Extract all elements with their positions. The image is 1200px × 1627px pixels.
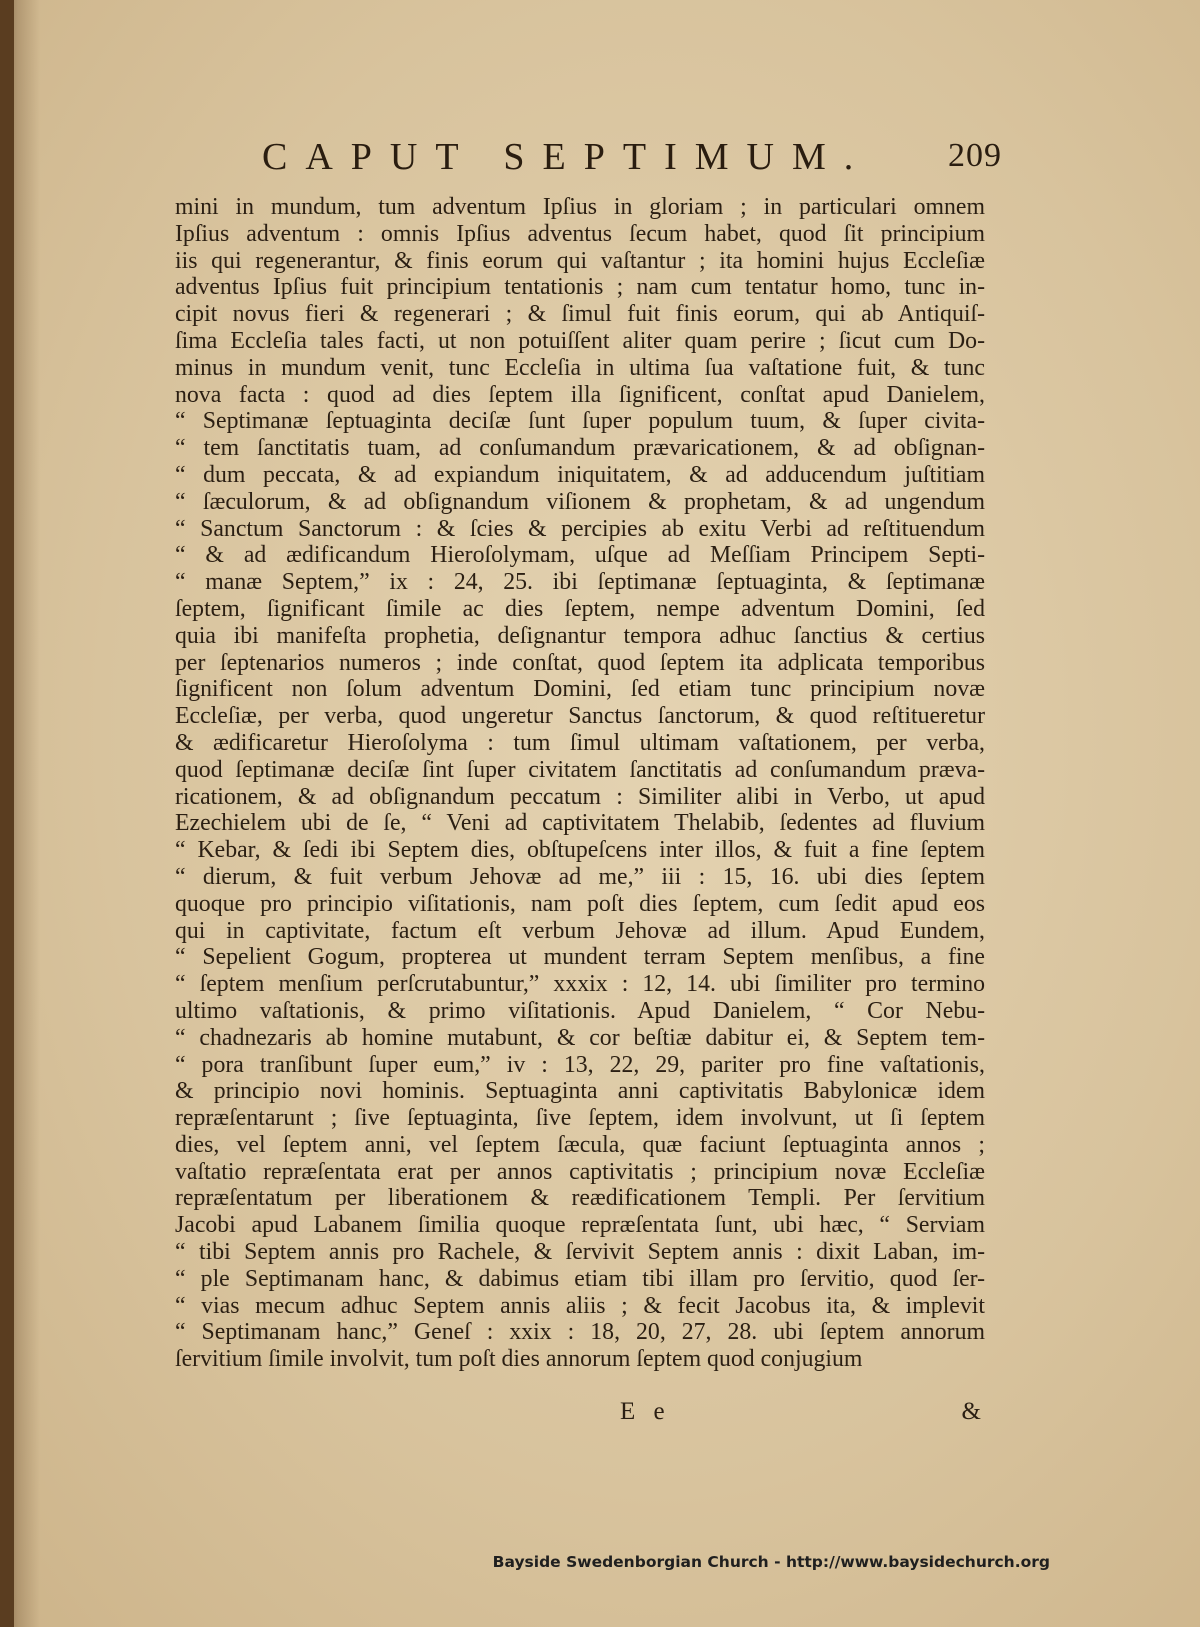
text-line: quod ſeptimanæ deciſæ ſint ſuper civitatem ſanctitatis ad conſumandum præva- (175, 756, 985, 783)
text-line: ſima Eccleſia tales facti, ut non potuiſſent aliter quam perire ; ſicut cum Do- (175, 327, 985, 354)
text-line: Jacobi apud Labanem ſimilia quoque repræſentata ſunt, ubi hæc, “ Serviam (175, 1212, 985, 1239)
text-line: ricationem, & ad obſignandum peccatum : Similiter alibi in Verbo, ut apud (175, 783, 985, 810)
text-line: Ipſius adventum : omnis Ipſius adventus ſecum habet, quod ſit principium (175, 220, 985, 247)
text-line: “ ſæculorum, & ad obſignandum viſionem & prophetam, & ad ungendum (175, 488, 985, 515)
book-spine (0, 0, 14, 1627)
text-line: repræſentatum per liberationem & reædificationem Templi. Per ſervitium (175, 1185, 985, 1212)
catchword: & (961, 1398, 981, 1425)
text-line: “ tibi Septem annis pro Rachele, & ſervivit Septem annis : dixit Laban, im- (175, 1239, 985, 1266)
text-line: “ Kebar, & ſedi ibi Septem dies, obſtupeſcens inter illos, & fuit a fine ſeptem (175, 837, 985, 864)
text-line: “ ſeptem menſium perſcrutabuntur,” xxxix : 12, 14. ubi ſimiliter pro termino (175, 971, 985, 998)
page-header (262, 135, 1002, 185)
page-footer (175, 1398, 985, 1428)
text-line: “ tem ſanctitatis tuam, ad conſumandum prævaricationem, & ad obſignan- (175, 435, 985, 462)
text-line: iis qui regenerantur, & finis eorum qui vaſtantur ; ita homini hujus Eccleſiæ (175, 247, 985, 274)
text-line: nova facta : quod ad dies ſeptem illa ſignificent, conſtat apud Danielem, (175, 381, 985, 408)
text-line: & ædificaretur Hieroſolyma : tum ſimul ultimam vaſtationem, per verba, (175, 729, 985, 756)
text-line: Eccleſiæ, per verba, quod ungeretur Sanctus ſanctorum, & quod reſtitueretur (175, 703, 985, 730)
text-line: ſignificent non ſolum adventum Domini, ſed etiam tunc principium novæ (175, 676, 985, 703)
text-line: “ vias mecum adhuc Septem annis aliis ; & fecit Jacobus ita, & implevit (175, 1292, 985, 1319)
text-line: “ & ad ædificandum Hieroſolymam, uſque ad Meſſiam Principem Septi- (175, 542, 985, 569)
text-line: mini in mundum, tum adventum Ipſius in gloriam ; in particulari omnem (175, 194, 985, 220)
text-line: “ Septimanam hanc,” Geneſ : xxix : 18, 20, 27, 28. ubi ſeptem annorum (175, 1319, 985, 1346)
text-line: “ ple Septimanam hanc, & dabimus etiam tibi illam pro ſervitio, quod ſer- (175, 1265, 985, 1292)
text-line: “ dierum, & fuit verbum Jehovæ ad me,” iii : 15, 16. ubi dies ſeptem (175, 863, 985, 890)
text-line: adventus Ipſius fuit principium tentationis ; nam cum tentatur homo, tunc in- (175, 274, 985, 301)
text-line: minus in mundum venit, tunc Eccleſia in ultima ſua vaſtatione fuit, & tunc (175, 354, 985, 381)
text-line: “ Sepelient Gogum, propterea ut mundent terram Septem menſibus, a fine (175, 944, 985, 971)
text-line: per ſeptenarios numeros ; inde conſtat, quod ſeptem ita adplicata temporibus (175, 649, 985, 676)
text-line: ſervitium ſimile involvit, tum poſt dies annorum ſeptem quod conjugium (175, 1346, 863, 1373)
text-line: & principio novi hominis. Septuaginta anni captivitatis Babylonicæ idem (175, 1078, 985, 1105)
text-line: “ dum peccata, & ad expiandum iniquitatem, & ad adducendum juſtitiam (175, 461, 985, 488)
text-line: “ chadnezaris ab homine mutabunt, & cor beſtiæ dabitur ei, & Septem tem- (175, 1024, 985, 1051)
text-line: cipit novus fieri & regenerari ; & ſimul fuit finis eorum, qui ab Antiquiſ- (175, 301, 985, 328)
signature-mark: E e (620, 1398, 671, 1425)
text-line: “ Sanctum Sanctorum : & ſcies & percipies ab exitu Verbi ad reſtituendum (175, 515, 985, 542)
running-title: CAPUT SEPTIMUM. (262, 136, 872, 178)
text-line: quoque pro principio viſitationis, nam poſt dies ſeptem, cum ſedit apud eos (175, 890, 985, 917)
text-line: qui in captivitate, factum eſt verbum Jehovæ ad illum. Apud Eundem, (175, 917, 985, 944)
text-line: ſeptem, ſignificant ſimile ac dies ſeptem, nempe adventum Domini, ſed (175, 595, 985, 622)
text-line: Ezechielem ubi de ſe, “ Veni ad captivitatem Thelabib, ſedentes ad fluvium (175, 810, 985, 837)
text-line: quia ibi manifeſta prophetia, deſignantur tempora adhuc ſanctius & certius (175, 622, 985, 649)
watermark-text: Bayside Swedenborgian Church - http://www.baysidechurch.org (492, 1553, 1050, 1571)
body-text (175, 194, 985, 1373)
text-line: “ Septimanæ ſeptuaginta deciſæ ſunt ſuper populum tuum, & ſuper civita- (175, 408, 985, 435)
page-number: 209 (948, 137, 1002, 174)
text-line: dies, vel ſeptem anni, vel ſeptem ſæcula, quæ faciunt ſeptuaginta annos ; (175, 1131, 985, 1158)
text-line: vaſtatio repræſentata erat per annos captivitatis ; principium novæ Eccleſiæ (175, 1158, 985, 1185)
text-line: “ manæ Septem,” ix : 24, 25. ibi ſeptimanæ ſeptuaginta, & ſeptimanæ (175, 569, 985, 596)
text-line: ultimo vaſtationis, & primo viſitationis. Apud Danielem, “ Cor Nebu- (175, 997, 985, 1024)
text-line: “ pora tranſibunt ſuper eum,” iv : 13, 22, 29, pariter pro fine vaſtationis, (175, 1051, 985, 1078)
text-line: repræſentarunt ; ſive ſeptuaginta, ſive ſeptem, idem involvunt, ut ſi ſeptem (175, 1105, 985, 1132)
